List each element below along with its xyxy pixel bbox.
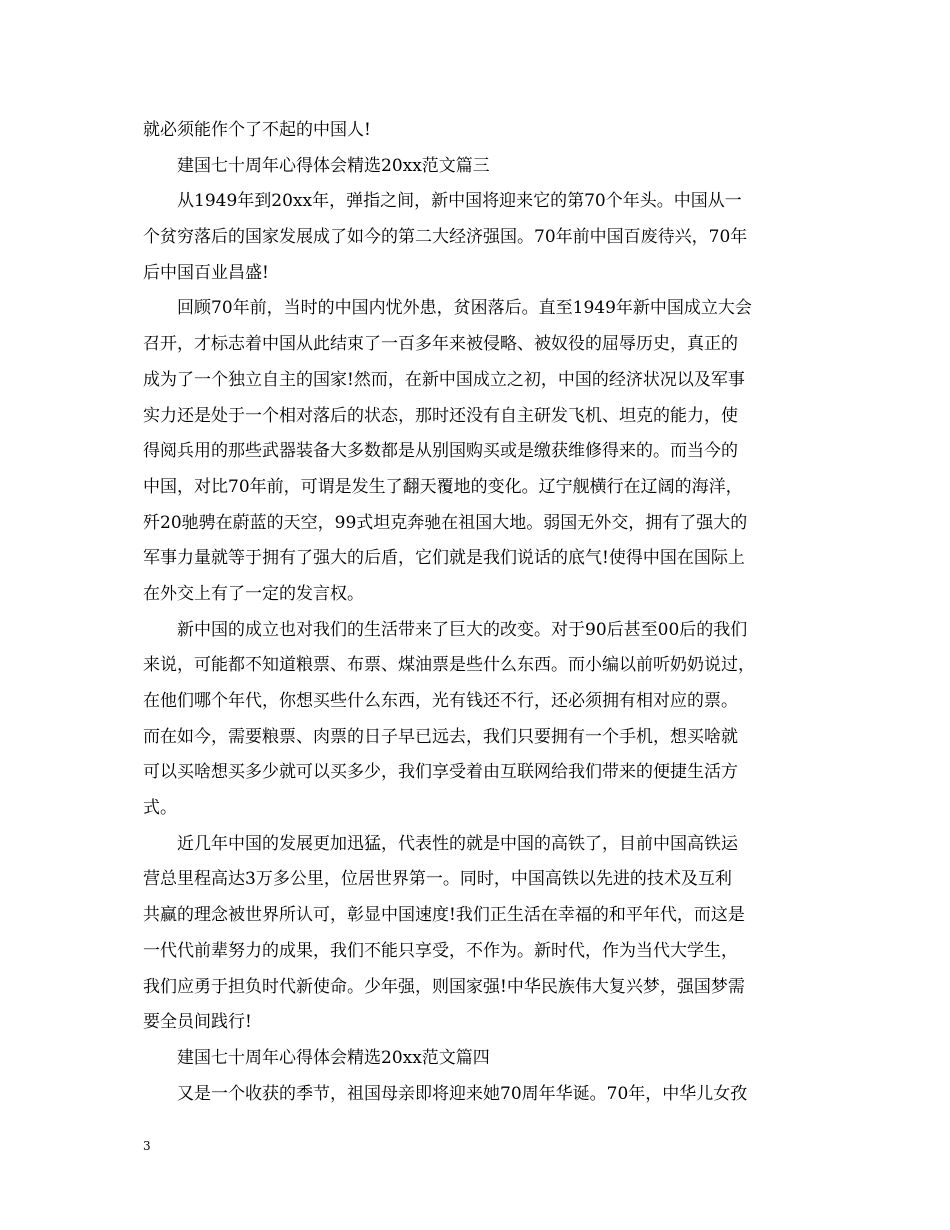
text-line: 营总里程高达3万多公里，位居世界第一。同时，中国高铁以先进的技术及互利 — [143, 869, 732, 890]
text-line: 在外交上有了一定的发言权。 — [143, 583, 364, 604]
text-line: 要全员间践行! — [143, 1012, 252, 1033]
text-line: 歼20驰骋在蔚蓝的天空，99式坦克奔驰在祖国大地。弱国无外交，拥有了强大的 — [143, 512, 748, 533]
text-line: 从1949年到20xx年，弹指之间，新中国将迎来它的第70个年头。中国从一 — [177, 191, 742, 212]
text-line: 后中国百业昌盛! — [143, 262, 269, 283]
text-line: 我们应勇于担负时代新使命。少年强，则国家强!中华民族伟大复兴梦，强国梦需 — [143, 976, 745, 997]
text-line: 新中国的成立也对我们的生活带来了巨大的改变。对于90后甚至00后的我们 — [177, 619, 748, 640]
text-line: 共赢的理念被世界所认可，彰显中国速度!我们正生活在幸福的和平年代，而这是 — [143, 905, 745, 926]
page-number: 3 — [143, 1139, 151, 1153]
text-line: 式。 — [143, 798, 177, 819]
text-line: 成为了一个独立自主的国家!然而，在新中国成立之初，中国的经济状况以及军事 — [143, 369, 745, 390]
text-line: 就必须能作个了不起的中国人! — [143, 120, 371, 140]
text-line: 回顾70年前，当时的中国内忧外患，贫困落后。直至1949年新中国成立大会 — [177, 298, 752, 319]
text-line: 在他们哪个年代，你想买些什么东西，光有钱还不行，还必须拥有相对应的票。 — [143, 691, 738, 711]
text-line: 得阅兵用的那些武器装备大多数都是从别国购买或是缴获维修得来的。而当今的 — [143, 441, 738, 462]
document-body — [143, 113, 817, 1112]
text-line: 而在如今，需要粮票、肉票的日子早已远去，我们只要拥有一个手机，想买啥就 — [143, 726, 738, 747]
text-line: 实力还是处于一个相对落后的状态，那时还没有自主研发飞机、坦克的能力，使 — [143, 405, 738, 426]
text-line: 建国七十周年心得体会精选20xx范文篇四 — [177, 1047, 490, 1068]
text-line: 又是一个收获的季节，祖国母亲即将迎来她70周年华诞。70年，中华儿女孜 — [177, 1083, 748, 1104]
text-line: 近几年中国的发展更加迅猛，代表性的就是中国的高铁了，目前中国高铁运 — [177, 833, 738, 854]
text-line: 一代代前辈努力的成果，我们不能只享受，不作为。新时代，作为当代大学生， — [143, 940, 738, 961]
text-line: 可以买啥想买多少就可以买多少，我们享受着由互联网给我们带来的便捷生活方 — [143, 762, 738, 783]
text-line: 召开，才标志着中国从此结束了一百多年来被侵略、被奴役的屈辱历史，真正的 — [143, 334, 738, 355]
text-line: 军事力量就等于拥有了强大的后盾，它们就是我们说话的底气!使得中国在国际上 — [143, 548, 745, 569]
text-line: 个贫穷落后的国家发展成了如今的第二大经济强国。70年前中国百废待兴，70年 — [143, 227, 748, 248]
text-line: 来说，可能都不知道粮票、布票、煤油票是些什么东西。而小编以前听奶奶说过， — [143, 655, 755, 676]
text-line: 建国七十周年心得体会精选20xx范文篇三 — [177, 155, 490, 176]
text-line: 中国，对比70年前，可谓是发生了翻天覆地的变化。辽宁舰横行在辽阔的海洋， — [143, 476, 743, 497]
